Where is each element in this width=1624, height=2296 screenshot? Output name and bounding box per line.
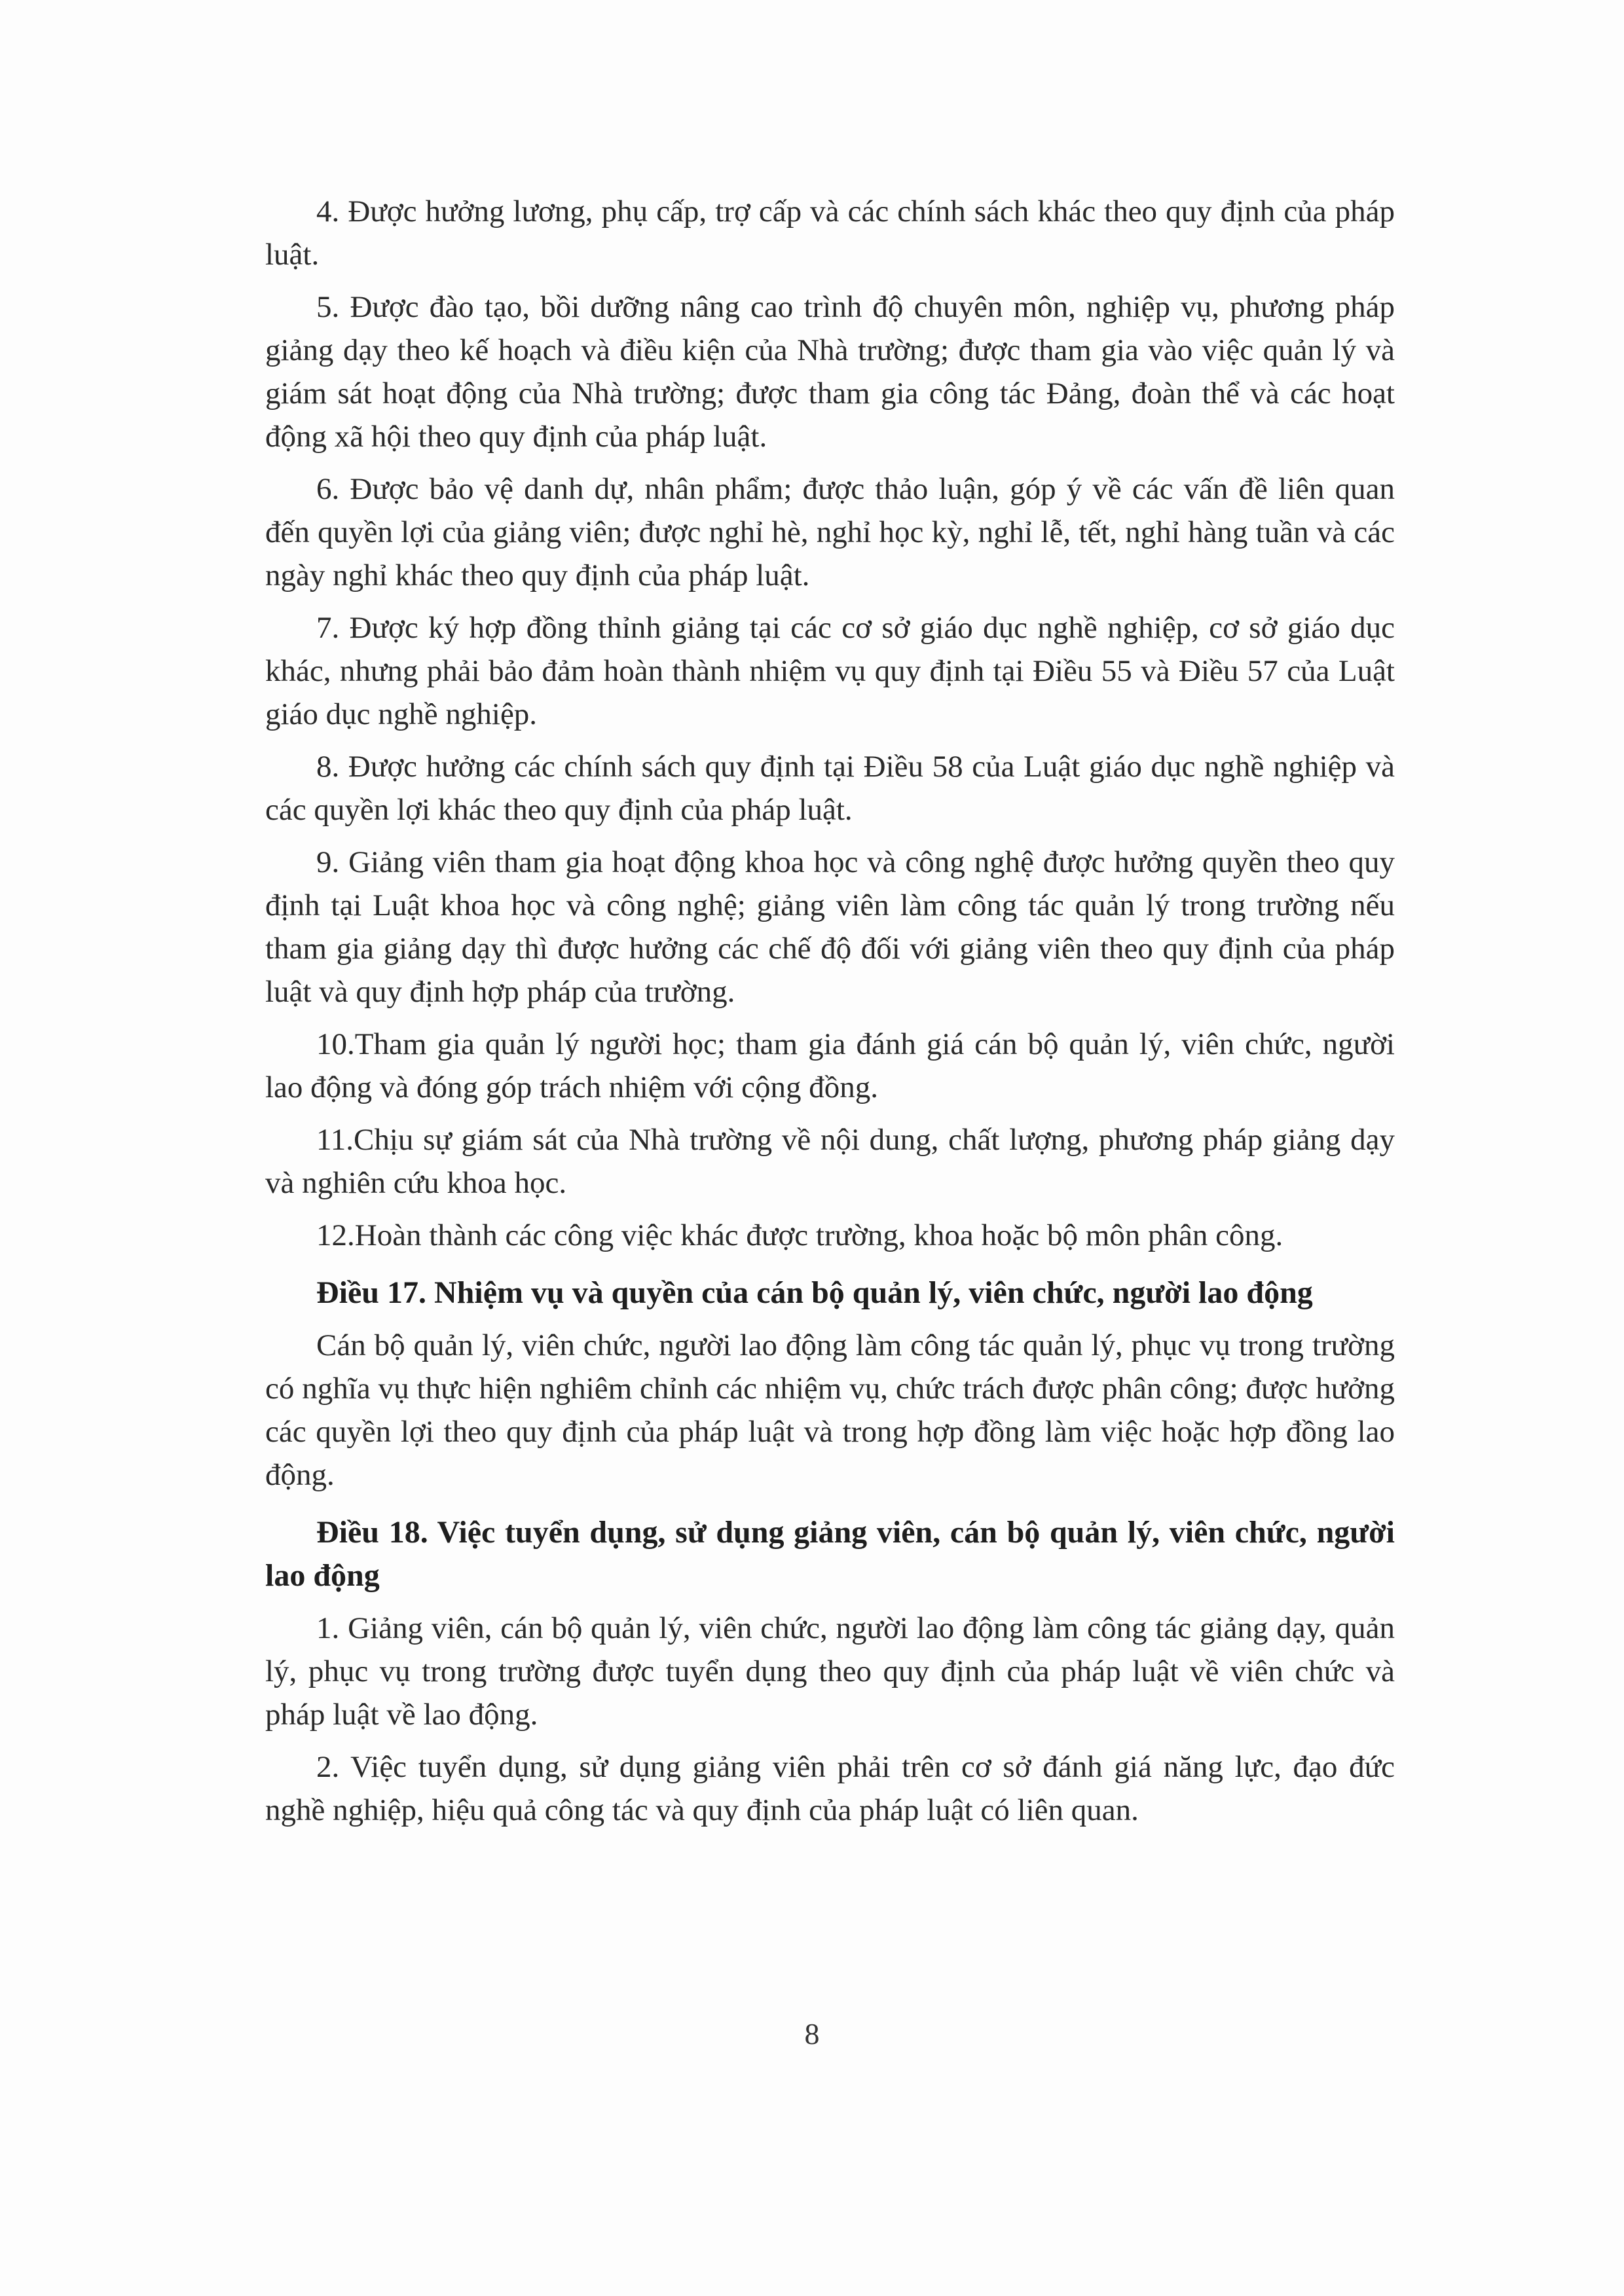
clause-6: 6. Được bảo vệ danh dự, nhân phẩm; được thảo luận, góp ý về các vấn đề liên quan đến quyền lợi của giảng viên; được nghỉ hè, nghỉ học kỳ, nghỉ lễ, tết, nghỉ hàng tuần và các ngày nghỉ khác theo quy định của pháp luật. <box>265 472 1395 592</box>
clause-7: 7. Được ký hợp đồng thỉnh giảng tại các cơ sở giáo dục nghề nghiệp, cơ sở giáo dục khác, nhưng phải bảo đảm hoàn thành nhiệm vụ quy định tại Điều 55 và Điều 57 của Luật giáo dục nghề nghiệp. <box>265 611 1395 731</box>
page-content <box>265 190 1395 1841</box>
article-18-clause-2: 2. Việc tuyển dụng, sử dụng giảng viên phải trên cơ sở đánh giá năng lực, đạo đức nghề nghiệp, hiệu quả công tác và quy định của pháp luật có liên quan. <box>265 1750 1395 1827</box>
clause-11: 11.Chịu sự giám sát của Nhà trường về nội dung, chất lượng, phương pháp giảng dạy và nghiên cứu khoa học. <box>265 1123 1395 1200</box>
clause-12: 12.Hoàn thành các công việc khác được trường, khoa hoặc bộ môn phân công. <box>316 1218 1283 1252</box>
clause-8: 8. Được hưởng các chính sách quy định tại Điều 58 của Luật giáo dục nghề nghiệp và các quyền lợi khác theo quy định của pháp luật. <box>265 750 1395 827</box>
page-number: 8 <box>804 2017 820 2050</box>
article-18-clause-1: 1. Giảng viên, cán bộ quản lý, viên chức, người lao động làm công tác giảng dạy, quản lý, phục vụ trong trường được tuyển dụng theo quy định của pháp luật về viên chức và pháp luật về lao động. <box>265 1611 1395 1732</box>
article-18-heading: Điều 18. Việc tuyển dụng, sử dụng giảng viên, cán bộ quản lý, viên chức, người lao động <box>265 1515 1395 1593</box>
article-17-body: Cán bộ quản lý, viên chức, người lao động làm công tác quản lý, phục vụ trong trường có nghĩa vụ thực hiện nghiêm chỉnh các nhiệm vụ, chức trách được phân công; được hưởng các quyền lợi theo quy định của pháp luật và trong hợp đồng làm việc hoặc hợp đồng lao động. <box>265 1328 1395 1492</box>
clause-4: 4. Được hưởng lương, phụ cấp, trợ cấp và các chính sách khác theo quy định của pháp luật. <box>265 194 1395 272</box>
article-17-heading: Điều 17. Nhiệm vụ và quyền của cán bộ quản lý, viên chức, người lao động <box>316 1275 1313 1310</box>
clause-10: 10.Tham gia quản lý người học; tham gia đánh giá cán bộ quản lý, viên chức, người lao động và đóng góp trách nhiệm với cộng đồng. <box>265 1027 1395 1104</box>
clause-5: 5. Được đào tạo, bồi dưỡng nâng cao trình độ chuyên môn, nghiệp vụ, phương pháp giảng dạy theo kế hoạch và điều kiện của Nhà trường; được tham gia vào việc quản lý và giám sát hoạt động của Nhà trường; được tham gia công tác Đảng, đoàn thể và các hoạt động xã hội theo quy định của pháp luật. <box>265 290 1395 454</box>
clause-9: 9. Giảng viên tham gia hoạt động khoa học và công nghệ được hưởng quyền theo quy định tại Luật khoa học và công nghệ; giảng viên làm công tác quản lý trong trường nếu tham gia giảng dạy thì được hưởng các chế độ đối với giảng viên theo quy định của pháp luật và quy định hợp pháp của trường. <box>265 845 1395 1009</box>
